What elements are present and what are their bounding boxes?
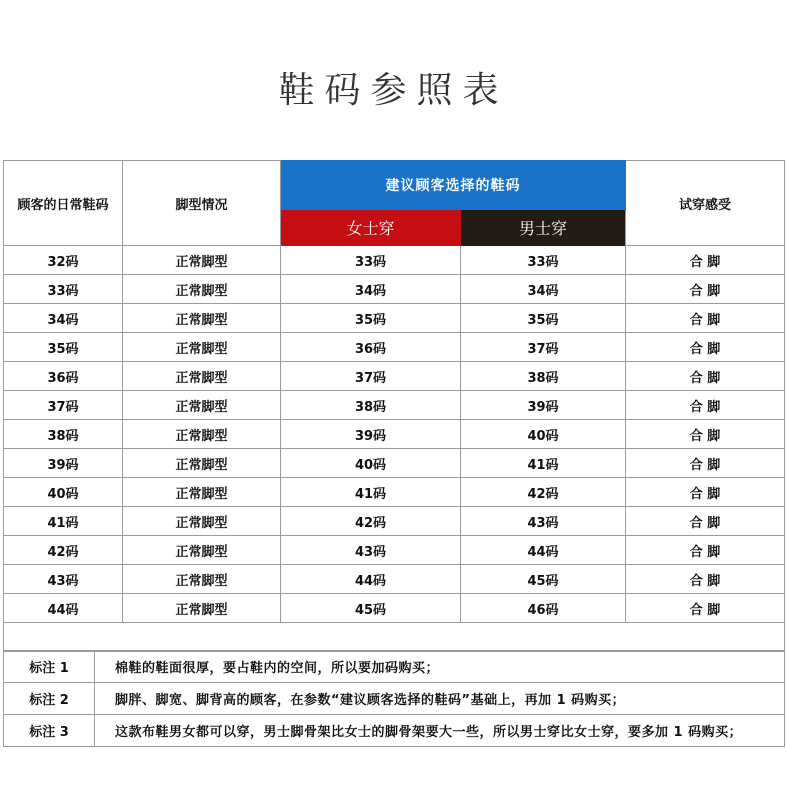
note-row <box>4 715 785 747</box>
women-size-cell: 38码 <box>281 391 461 420</box>
women-size-cell: 35码 <box>281 304 461 333</box>
fit-feel-cell: 合 脚 <box>626 391 785 420</box>
table-row <box>4 565 785 594</box>
women-size-cell: 43码 <box>281 536 461 565</box>
women-size-cell: 42码 <box>281 507 461 536</box>
men-size-cell: 45码 <box>461 565 626 594</box>
fit-feel-cell: 合 脚 <box>626 478 785 507</box>
page-title: 鞋码参照表 <box>278 70 509 111</box>
daily-size-cell: 33码 <box>4 275 123 304</box>
notes-table <box>3 650 785 747</box>
fit-feel-cell: 合 脚 <box>626 246 785 275</box>
foot-type-cell: 正常脚型 <box>123 333 281 362</box>
note-text: 脚胖、脚宽、脚背高的顾客，在参数“建议顾客选择的鞋码”基础上，再加 1 码购买； <box>95 683 785 715</box>
men-size-cell: 43码 <box>461 507 626 536</box>
men-size-cell: 37码 <box>461 333 626 362</box>
table-row <box>4 333 785 362</box>
table-row <box>4 420 785 449</box>
men-size-cell: 33码 <box>461 246 626 275</box>
women-size-cell: 41码 <box>281 478 461 507</box>
women-size-cell: 34码 <box>281 275 461 304</box>
table-row <box>4 507 785 536</box>
fit-feel-cell: 合 脚 <box>626 362 785 391</box>
men-size-cell: 42码 <box>461 478 626 507</box>
foot-type-cell: 正常脚型 <box>123 420 281 449</box>
fit-feel-cell: 合 脚 <box>626 333 785 362</box>
women-size-cell: 39码 <box>281 420 461 449</box>
note-text: 棉鞋的鞋面很厚，要占鞋内的空间，所以要加码购买； <box>95 651 785 683</box>
note-label: 标注 3 <box>4 715 95 747</box>
foot-type-cell: 正常脚型 <box>123 304 281 333</box>
fit-feel-cell: 合 脚 <box>626 420 785 449</box>
blank-row <box>4 623 785 652</box>
daily-size-cell: 36码 <box>4 362 123 391</box>
foot-type-cell: 正常脚型 <box>123 246 281 275</box>
daily-size-cell: 38码 <box>4 420 123 449</box>
daily-size-cell: 32码 <box>4 246 123 275</box>
fit-feel-cell: 合 脚 <box>626 304 785 333</box>
men-size-cell: 35码 <box>461 304 626 333</box>
header-daily-size: 顾客的日常鞋码 <box>4 161 123 246</box>
foot-type-cell: 正常脚型 <box>123 275 281 304</box>
fit-feel-cell: 合 脚 <box>626 536 785 565</box>
table-row <box>4 275 785 304</box>
foot-type-cell: 正常脚型 <box>123 391 281 420</box>
table-row <box>4 246 785 275</box>
men-size-cell: 38码 <box>461 362 626 391</box>
table-row <box>4 536 785 565</box>
men-size-cell: 41码 <box>461 449 626 478</box>
daily-size-cell: 41码 <box>4 507 123 536</box>
foot-type-cell: 正常脚型 <box>123 507 281 536</box>
table-row <box>4 304 785 333</box>
daily-size-cell: 37码 <box>4 391 123 420</box>
note-label: 标注 1 <box>4 651 95 683</box>
note-text: 这款布鞋男女都可以穿，男士脚骨架比女士的脚骨架要大一些，所以男士穿比女士穿，要多加 1 码购买； <box>95 715 785 747</box>
table-row <box>4 478 785 507</box>
foot-type-cell: 正常脚型 <box>123 362 281 391</box>
fit-feel-cell: 合 脚 <box>626 275 785 304</box>
foot-type-cell: 正常脚型 <box>123 478 281 507</box>
foot-type-cell: 正常脚型 <box>123 594 281 623</box>
notes-rows <box>4 651 785 747</box>
men-size-cell: 34码 <box>461 275 626 304</box>
daily-size-cell: 44码 <box>4 594 123 623</box>
header-row <box>4 161 785 210</box>
table-row <box>4 594 785 623</box>
table-row <box>4 362 785 391</box>
men-size-cell: 46码 <box>461 594 626 623</box>
table-row <box>4 449 785 478</box>
fit-feel-cell: 合 脚 <box>626 594 785 623</box>
daily-size-cell: 43码 <box>4 565 123 594</box>
blank-cell <box>4 623 785 652</box>
header-suggested-size: 建议顾客选择的鞋码 <box>281 161 626 210</box>
foot-type-cell: 正常脚型 <box>123 565 281 594</box>
daily-size-cell: 42码 <box>4 536 123 565</box>
women-size-cell: 33码 <box>281 246 461 275</box>
header-fit-feel: 试穿感受 <box>626 161 785 246</box>
header-men: 男士穿 <box>461 210 626 246</box>
women-size-cell: 37码 <box>281 362 461 391</box>
daily-size-cell: 40码 <box>4 478 123 507</box>
men-size-cell: 40码 <box>461 420 626 449</box>
size-chart-table <box>3 160 785 652</box>
daily-size-cell: 34码 <box>4 304 123 333</box>
men-size-cell: 44码 <box>461 536 626 565</box>
foot-type-cell: 正常脚型 <box>123 449 281 478</box>
size-rows <box>4 246 785 623</box>
note-row <box>4 683 785 715</box>
note-row <box>4 651 785 683</box>
header-foot-type: 脚型情况 <box>123 161 281 246</box>
women-size-cell: 44码 <box>281 565 461 594</box>
women-size-cell: 36码 <box>281 333 461 362</box>
fit-feel-cell: 合 脚 <box>626 507 785 536</box>
fit-feel-cell: 合 脚 <box>626 449 785 478</box>
women-size-cell: 40码 <box>281 449 461 478</box>
header-women: 女士穿 <box>281 210 461 246</box>
daily-size-cell: 35码 <box>4 333 123 362</box>
men-size-cell: 39码 <box>461 391 626 420</box>
women-size-cell: 45码 <box>281 594 461 623</box>
table-row <box>4 391 785 420</box>
fit-feel-cell: 合 脚 <box>626 565 785 594</box>
foot-type-cell: 正常脚型 <box>123 536 281 565</box>
daily-size-cell: 39码 <box>4 449 123 478</box>
note-label: 标注 2 <box>4 683 95 715</box>
